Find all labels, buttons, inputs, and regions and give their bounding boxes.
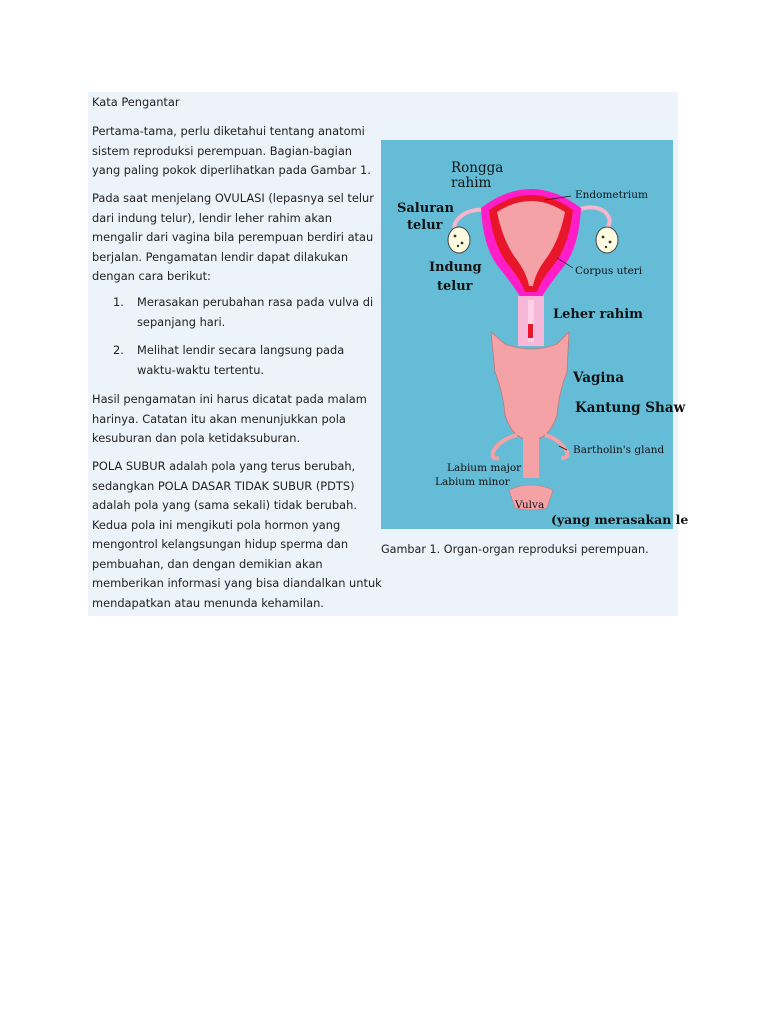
label-rahim: rahim	[451, 175, 492, 191]
list-item-number: 2.	[113, 343, 124, 357]
label-endometrium: Endometrium	[575, 189, 648, 201]
list-item-text: Melihat lendir secara langsung pada waktu-waktu tertentu.	[137, 343, 345, 377]
list-item	[92, 341, 382, 380]
figure-caption: Gambar 1. Organ-organ reproduksi perempuan.	[381, 543, 649, 556]
label-labium-major: Labium major	[447, 462, 522, 474]
label-yang-merasakan: (yang merasakan le	[551, 512, 689, 527]
label-telur2: telur	[437, 279, 473, 294]
label-rongga: Rongga	[451, 160, 504, 176]
anatomy-diagram	[381, 140, 689, 529]
label-vulva: Vulva	[515, 499, 545, 511]
label-leher-rahim: Leher rahim	[553, 307, 643, 322]
label-kantung-shaw: Kantung Shaw	[575, 400, 686, 416]
label-telur1: telur	[407, 218, 443, 233]
label-bartholins-gland: Bartholin's gland	[573, 444, 665, 456]
page-heading: Kata Pengantar	[92, 95, 180, 109]
paragraph-recording: Hasil pengamatan ini harus dicatat pada malam harinya. Catatan itu akan menunjukkan pola kesuburan dan pola ketidaksuburan.	[92, 392, 367, 445]
observation-list	[92, 293, 382, 389]
label-indung: Indung	[429, 260, 482, 275]
list-item-text: Merasakan perubahan rasa pada vulva di sepanjang hari.	[137, 295, 374, 329]
label-labium-minor: Labium minor	[435, 476, 510, 488]
anatomy-figure	[381, 140, 689, 529]
list-item-number: 1.	[113, 295, 124, 309]
label-corpus-uteri: Corpus uteri	[575, 265, 643, 277]
paragraph-intro: Pertama-tama, perlu diketahui tentang anatomi sistem reproduksi perempuan. Bagian-bagian yang paling pokok diperlihatkan pada Gambar 1.	[92, 124, 371, 177]
paragraph-patterns: POLA SUBUR adalah pola yang terus berubah, sedangkan POLA DASAR TIDAK SUBUR (PDTS) adalah pola yang (sama sekali) tidak berubah. Kedua pola ini mengikuti pola hormon yang mengontrol kelangsungan hidup sperma dan pembuahan, dan dengan demikian akan memberikan informasi yang bisa diandalkan untuk mendapatkan atau menunda kehamilan.	[92, 459, 382, 610]
paragraph-ovulation: Pada saat menjelang OVULASI (lepasnya sel telur dari indung telur), lendir leher rahim akan mengalir dari vagina bila perempuan berdiri atau berjalan. Pengamatan lendir dapat dilakukan dengan cara berikut:	[92, 191, 374, 283]
label-saluran: Saluran	[397, 201, 454, 216]
label-vagina: Vagina	[573, 370, 625, 386]
list-item	[92, 293, 382, 332]
